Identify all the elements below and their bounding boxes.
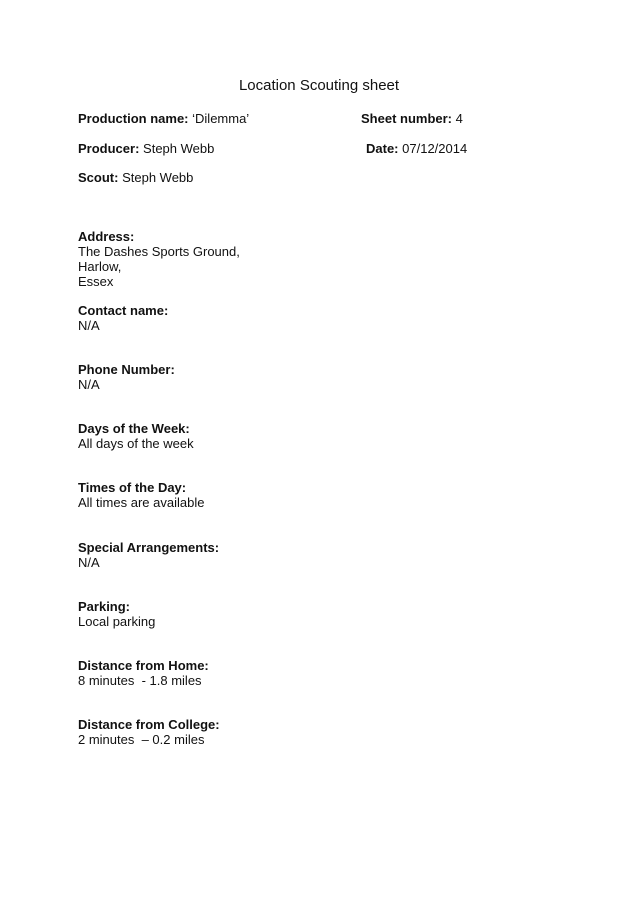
- scout-value: Steph Webb: [122, 170, 194, 185]
- days-label: Days of the Week:: [78, 421, 190, 436]
- address-line-2: Harlow,: [78, 259, 122, 274]
- producer-label: Producer:: [78, 141, 140, 156]
- date-row: [366, 141, 467, 157]
- sheet-number-label: Sheet number:: [361, 111, 453, 126]
- distance-college-label: Distance from College:: [78, 717, 220, 732]
- special-arrangements-label: Special Arrangements:: [78, 540, 220, 555]
- phone-section: [78, 362, 175, 392]
- contact-section: [78, 303, 168, 333]
- parking-label: Parking:: [78, 599, 131, 614]
- production-name-label: Production name:: [78, 111, 189, 126]
- date-label: Date:: [366, 141, 399, 156]
- producer-row: [78, 141, 214, 157]
- special-arrangements-value: N/A: [78, 555, 100, 570]
- address-section: [78, 229, 240, 289]
- scout-row: [78, 170, 193, 186]
- parking-section: [78, 599, 155, 629]
- sheet-number-value: 4: [455, 111, 463, 126]
- address-label: Address:: [78, 229, 135, 244]
- times-value: All times are available: [78, 495, 205, 510]
- distance-college-value: 2 minutes – 0.2 miles: [78, 732, 205, 747]
- scout-label: Scout:: [78, 170, 119, 185]
- distance-college-section: [78, 717, 220, 747]
- distance-home-section: [78, 658, 209, 688]
- sheet-number-row: [361, 111, 463, 127]
- phone-label: Phone Number:: [78, 362, 175, 377]
- special-arrangements-section: [78, 540, 219, 570]
- parking-value: Local parking: [78, 614, 156, 629]
- distance-home-label: Distance from Home:: [78, 658, 209, 673]
- distance-home-value: 8 minutes - 1.8 miles: [78, 673, 202, 688]
- days-value: All days of the week: [78, 436, 194, 451]
- phone-value: N/A: [78, 377, 100, 392]
- page-title: Location Scouting sheet: [238, 77, 400, 94]
- address-line-1: The Dashes Sports Ground,: [78, 244, 240, 259]
- production-name-value: ‘Dilemma’: [192, 111, 250, 126]
- times-label: Times of the Day:: [78, 480, 187, 495]
- days-section: [78, 421, 194, 451]
- producer-value: Steph Webb: [143, 141, 215, 156]
- contact-label: Contact name:: [78, 303, 169, 318]
- date-value: 07/12/2014: [402, 141, 468, 156]
- contact-value: N/A: [78, 318, 100, 333]
- times-section: [78, 480, 204, 510]
- address-line-3: Essex: [78, 274, 114, 289]
- production-name-row: [78, 111, 249, 127]
